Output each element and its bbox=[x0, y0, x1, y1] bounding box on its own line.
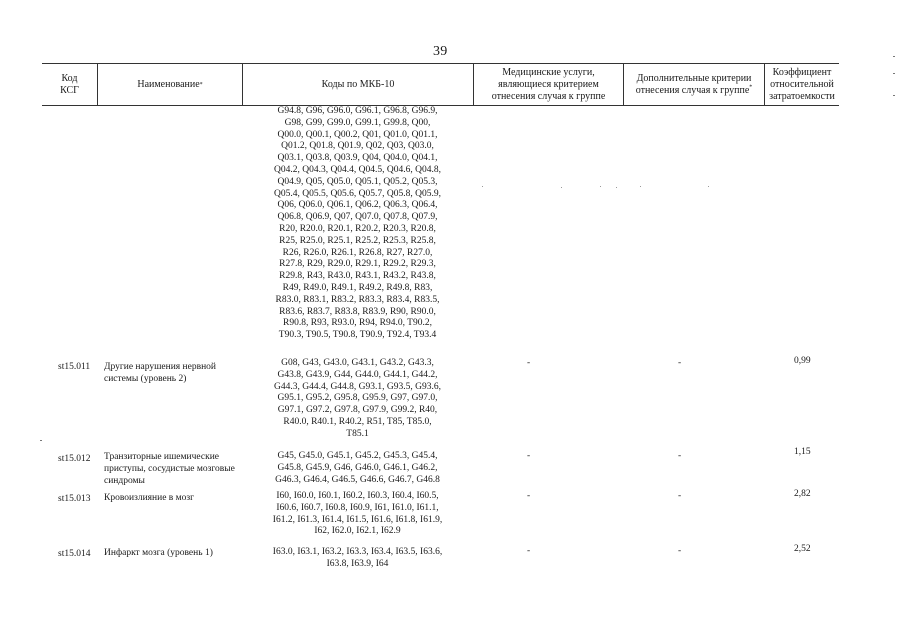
scan-edge-mark bbox=[40, 440, 42, 441]
mkb-line: G43.8, G43.9, G44, G44.0, G44.1, G44.2, bbox=[277, 369, 438, 380]
mkb-line: R40.0, R40.1, R40.2, R51, T85, T85.0, bbox=[283, 416, 432, 427]
mkb-line: Q06, Q06.0, Q06.1, Q06.2, Q06.3, Q06.4, bbox=[277, 200, 438, 211]
mkb-line: G97.1, G97.2, G97.8, G97.9, G99.2, R40, bbox=[277, 405, 438, 416]
scan-edge-mark bbox=[893, 73, 895, 74]
ksg-name: Другие нарушения нервной системы (уровень 2) bbox=[104, 362, 217, 384]
ksg-name: Транзиторные ишемические приступы, сосудистые мозговые синдромы bbox=[104, 452, 235, 486]
mkb-line: R90.8, R93, R93.0, R94, R94.0, T90.2, bbox=[283, 318, 432, 329]
mkb-line: R83.0, R83.1, R83.2, R83.3, R83.4, R83.5, bbox=[275, 294, 440, 305]
mkb-line: I63.8, I63.9, I64 bbox=[326, 558, 389, 569]
coefficient-value: 2,52 bbox=[794, 544, 811, 554]
scan-speck bbox=[708, 186, 709, 187]
extra-criteria-value: - bbox=[678, 358, 682, 368]
ksg-code: st15.012 bbox=[58, 454, 91, 464]
scan-edge-mark bbox=[893, 95, 895, 96]
medical-services-value: - bbox=[527, 451, 531, 461]
mkb-line: G45, G45.0, G45.1, G45.2, G45.3, G45.4, bbox=[277, 451, 438, 461]
header-code-ksg-label: Код КСГ bbox=[60, 72, 79, 96]
mkb-line: G98, G99, G99.0, G99.1, G99.8, Q00, bbox=[284, 117, 431, 128]
mkb-line: Q05.4, Q05.5, Q05.6, Q05.7, Q05.8, Q05.9, bbox=[273, 188, 442, 199]
mkb-line: Q04.2, Q04.3, Q04.4, Q04.5, Q04.6, Q04.8, bbox=[273, 164, 442, 175]
scan-speck bbox=[482, 186, 483, 187]
coefficient-value: 1,15 bbox=[794, 447, 811, 457]
mkb-line: R20, R20.0, R20.1, R20.2, R20.3, R20.8, bbox=[279, 223, 436, 234]
header-mkb-codes bbox=[242, 64, 473, 105]
extra-criteria-value: - bbox=[678, 546, 682, 556]
mkb-codes bbox=[242, 451, 473, 486]
mkb-line: G46.3, G46.4, G46.5, G46.6, G46.7, G46.8 bbox=[275, 474, 440, 485]
mkb-line: I60, I60.0, I60.1, I60.2, I60.3, I60.4, I60.5, bbox=[276, 491, 439, 501]
scan-speck bbox=[640, 186, 641, 187]
medical-services-value: - bbox=[527, 546, 531, 556]
mkb-codes bbox=[242, 491, 473, 538]
mkb-line: R83.6, R83.7, R83.8, R83.9, R90, R90.0, bbox=[279, 306, 436, 317]
coefficient-value: 2,82 bbox=[794, 489, 811, 499]
extra-criteria-value: - bbox=[678, 451, 682, 461]
mkb-line: R49, R49.0, R49.1, R49.2, R49.8, R83, bbox=[282, 282, 433, 293]
medical-services-value: - bbox=[527, 491, 531, 501]
table-header bbox=[42, 63, 839, 106]
mkb-line: T85.1 bbox=[346, 428, 369, 439]
header-extra-criteria bbox=[623, 64, 764, 105]
header-extra-footnote-mark: * bbox=[749, 84, 753, 91]
header-code-ksg bbox=[42, 64, 97, 105]
mkb-line: Q03.1, Q03.8, Q03.9, Q04, Q04.0, Q04.1, bbox=[277, 153, 438, 164]
mkb-line: G44.3, G44.4, G44.8, G93.1, G93.5, G93.6, bbox=[273, 381, 442, 392]
scan-speck bbox=[616, 187, 617, 188]
mkb-line: G08, G43, G43.0, G43.1, G43.2, G43.3, bbox=[281, 358, 434, 368]
scan-speck bbox=[600, 186, 601, 187]
header-medical-services-label: Медицинские услуги, являющиеся критерием отнесения случая к группе bbox=[491, 66, 606, 102]
ksg-code: st15.011 bbox=[58, 362, 91, 372]
mkb-line: I62, I62.0, I62.1, I62.9 bbox=[314, 526, 401, 537]
mkb-line: Q04.9, Q05, Q05.0, Q05.1, Q05.2, Q05.3, bbox=[277, 176, 438, 187]
coefficient-value: 0,99 bbox=[794, 356, 811, 366]
header-name-label: Наименование bbox=[137, 78, 200, 90]
ksg-name: Кровоизлияние в мозг bbox=[104, 493, 195, 503]
mkb-line: Q01.2, Q01.8, Q01.9, Q02, Q03, Q03.0, bbox=[281, 141, 434, 152]
mkb-codes bbox=[242, 547, 473, 571]
continuation-mkb-codes bbox=[242, 106, 473, 342]
header-mkb-codes-label: Коды по МКБ-10 bbox=[321, 78, 395, 90]
header-medical-services bbox=[473, 64, 623, 105]
mkb-line: R27.8, R29, R29.0, R29.1, R29.2, R29.3, bbox=[279, 259, 436, 270]
mkb-line: T90.3, T90.5, T90.8, T90.9, T92.4, T93.4 bbox=[278, 330, 437, 341]
extra-criteria-value: - bbox=[678, 491, 682, 501]
ksg-code: st15.013 bbox=[58, 494, 91, 504]
scan-speck bbox=[561, 187, 562, 188]
ksg-code: st15.014 bbox=[58, 549, 91, 559]
page-number: 39 bbox=[433, 44, 448, 59]
header-coefficient bbox=[764, 64, 839, 105]
scan-edge-mark bbox=[893, 56, 895, 57]
mkb-line: Q06.8, Q06.9, Q07, Q07.0, Q07.8, Q07.9, bbox=[277, 212, 438, 223]
mkb-line: I63.0, I63.1, I63.2, I63.3, I63.4, I63.5, I63.6, bbox=[272, 547, 443, 557]
mkb-line: G94.8, G96, G96.0, G96.1, G96.8, G96.9, bbox=[277, 106, 438, 116]
medical-services-value: - bbox=[527, 358, 531, 368]
mkb-codes bbox=[242, 358, 473, 441]
mkb-line: G45.8, G45.9, G46, G46.0, G46.1, G46.2, bbox=[277, 462, 438, 473]
mkb-line: R26, R26.0, R26.1, R26.8, R27, R27.0, bbox=[282, 247, 433, 258]
ksg-name: Инфаркт мозга (уровень 1) bbox=[104, 548, 213, 558]
mkb-line: I61.2, I61.3, I61.4, I61.5, I61.6, I61.8, I61.9, bbox=[272, 514, 443, 525]
header-name: Наименование * bbox=[97, 64, 242, 105]
mkb-line: R29.8, R43, R43.0, R43.1, R43.2, R43.8, bbox=[279, 271, 436, 282]
mkb-line: I60.6, I60.7, I60.8, I60.9, I61, I61.0, I61.1, bbox=[276, 502, 439, 513]
mkb-line: R25, R25.0, R25.1, R25.2, R25.3, R25.8, bbox=[279, 235, 436, 246]
mkb-line: G95.1, G95.2, G95.8, G95.9, G97, G97.0, bbox=[277, 393, 438, 404]
mkb-line: Q00.0, Q00.1, Q00.2, Q01, Q01.0, Q01.1, bbox=[277, 129, 438, 140]
header-extra-criteria-label: Дополнительные критерии отнесения случая к группе bbox=[635, 72, 752, 96]
header-coefficient-label: Коэффициент относительной затратоемкости bbox=[769, 66, 835, 102]
